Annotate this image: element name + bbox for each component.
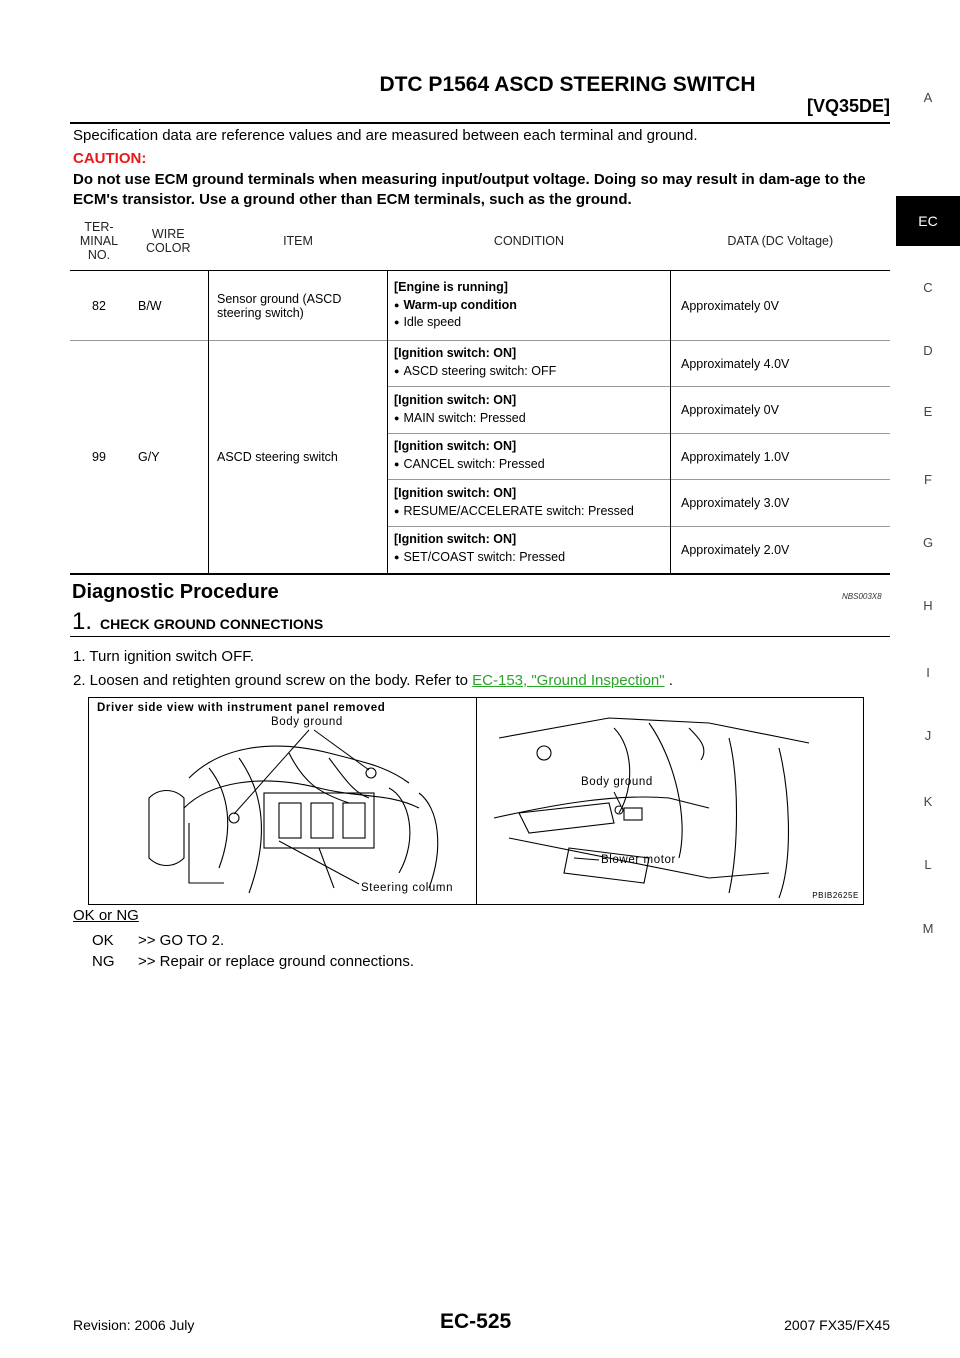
data-value: Approximately 4.0V — [671, 341, 891, 387]
caution-text: Do not use ECM ground terminals when measuring input/output voltage. Doing so may result in dam-age to the ECM's transistor. Use a ground other than ECM terminals, such as the ground. — [73, 171, 866, 208]
condition-cell — [388, 434, 671, 480]
item-name: Sensor ground (ASCD steering switch) — [209, 271, 388, 341]
header-wire-color: WIRE COLOR — [128, 212, 209, 271]
data-value: Approximately 0V — [671, 271, 891, 341]
blower-motor-label: Blower motor — [601, 854, 676, 866]
wire-color: B/W — [138, 298, 162, 313]
engine-code: [VQ35DE] — [806, 96, 890, 116]
data-value: Approximately 1.0V — [671, 434, 891, 480]
data-value: Approximately 0V — [671, 387, 891, 434]
header-data: DATA (DC Voltage) — [671, 212, 891, 271]
wire-color: G/Y — [128, 341, 209, 574]
ok-action: >> GO TO 2. — [138, 932, 225, 949]
result-ok — [92, 932, 224, 949]
section-tab-ec[interactable]: EC — [896, 196, 960, 246]
instruction-2-text: 2. Loosen and retighten ground screw on the body. Refer to — [73, 672, 473, 689]
header-terminal: TER-MINAL NO. — [70, 212, 128, 271]
condition-heading: [Ignition switch: ON] — [394, 485, 517, 500]
section-tab-c[interactable]: C — [923, 280, 933, 295]
section-tab-h[interactable]: H — [923, 598, 933, 613]
section-tab-a[interactable]: A — [923, 90, 933, 105]
condition-heading: [Ignition switch: ON] — [394, 346, 517, 360]
section-tab-l[interactable]: L — [924, 857, 932, 872]
condition-cell — [388, 271, 671, 341]
section-tab-k[interactable]: K — [923, 794, 933, 809]
condition-bullet: ● RESUME/ACCELERATE switch: Pressed — [394, 504, 670, 518]
condition-bullet: ● MAIN switch: Pressed — [394, 411, 670, 425]
section-tab-j[interactable]: J — [924, 728, 932, 743]
section-index — [896, 0, 960, 1358]
spec-note: Specification data are reference values and are measured between each terminal and ground. — [73, 127, 698, 144]
condition-bullet: ● Warm-up condition — [394, 298, 670, 312]
data-value: Approximately 3.0V — [671, 480, 891, 527]
condition-cell — [388, 387, 671, 434]
step-title: CHECK GROUND CONNECTIONS — [100, 616, 324, 632]
engine-bay-drawing — [89, 698, 863, 904]
header-condition: CONDITION — [388, 212, 671, 271]
section-tab-d[interactable]: D — [923, 343, 933, 358]
body-ground-label: Body ground — [581, 776, 653, 788]
table-row — [70, 341, 890, 387]
ok-key: OK — [92, 932, 114, 949]
condition-heading: [Engine is running] — [394, 279, 508, 294]
data-value: Approximately 2.0V — [671, 527, 891, 574]
condition-cell — [388, 480, 671, 527]
footer-model: 2007 FX35/FX45 — [784, 1317, 890, 1333]
section-code: NBS003X8 — [842, 592, 882, 601]
terminal-number: 99 — [70, 341, 128, 574]
condition-bullet: ● SET/COAST switch: Pressed — [394, 550, 670, 564]
illustration — [88, 697, 864, 905]
condition-bullet: ● Idle speed — [394, 315, 670, 329]
section-tab-m[interactable]: M — [922, 921, 934, 936]
page-number: EC-525 — [440, 1310, 512, 1333]
figure-caption: Driver side view with instrument panel removed — [97, 702, 386, 714]
instruction-1: 1. Turn ignition switch OFF. — [73, 648, 254, 665]
instruction-2 — [73, 672, 673, 689]
section-heading: Diagnostic Procedure — [72, 581, 279, 603]
condition-cell — [388, 527, 671, 574]
condition-cell — [388, 341, 671, 387]
instruction-2-suffix: . — [664, 672, 673, 689]
body-ground-label: Body ground — [271, 716, 343, 728]
condition-bullet: ● CANCEL switch: Pressed — [394, 457, 670, 471]
header-rule — [70, 122, 890, 124]
condition-bullet: ● ASCD steering switch: OFF — [394, 364, 670, 378]
item-name: ASCD steering switch — [209, 341, 388, 574]
table-row — [70, 271, 890, 341]
ground-inspection-link[interactable]: EC-153, "Ground Inspection" — [472, 672, 665, 689]
step-rule — [70, 636, 890, 637]
table-header-row — [70, 212, 890, 271]
figure-code: PBIB2625E — [812, 891, 859, 900]
section-tab-i[interactable]: I — [926, 665, 930, 680]
ng-key: NG — [92, 953, 115, 970]
section-tab-f[interactable]: F — [924, 472, 932, 487]
footer-revision: Revision: 2006 July — [73, 1317, 195, 1333]
condition-heading: [Ignition switch: ON] — [394, 392, 517, 407]
step-number: 1. — [72, 608, 93, 635]
caution-label: CAUTION: — [73, 150, 147, 167]
section-tab-e[interactable]: E — [923, 404, 933, 419]
terminal-number: 82 — [92, 298, 106, 313]
figure-divider — [476, 698, 477, 904]
terminal-table — [70, 212, 890, 575]
condition-heading: [Ignition switch: ON] — [394, 532, 517, 547]
ng-action: >> Repair or replace ground connections. — [138, 953, 415, 970]
result-label: OK or NG — [73, 907, 139, 924]
steering-column-label: Steering column — [361, 882, 454, 894]
header-item: ITEM — [209, 212, 388, 271]
result-ng — [92, 953, 414, 970]
section-tab-g[interactable]: G — [922, 535, 934, 550]
condition-heading: [Ignition switch: ON] — [394, 439, 517, 453]
step-heading — [72, 608, 323, 636]
